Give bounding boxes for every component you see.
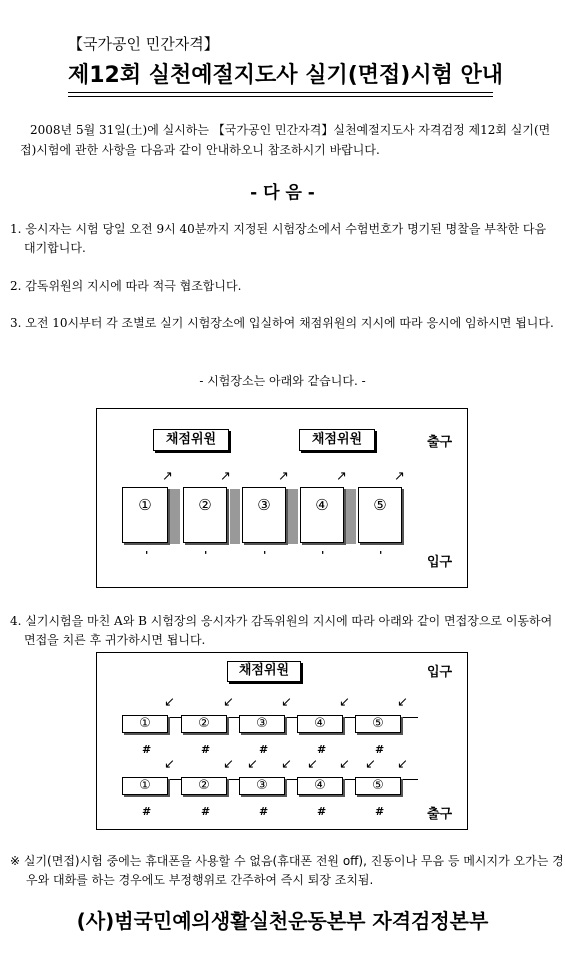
notice-text: ※ 실기(면접)시험 중에는 휴대폰을 사용할 수 없음(휴대폰 전원 off), 진동이나 무음 등 메시지가 오가는 경우와 대화를 하는 경우에도 부정행위로 간주하여 즉시 퇴장 조치됨. <box>10 854 564 887</box>
tick-mark: ' <box>204 549 208 562</box>
seat-5: ⑤ <box>358 487 402 543</box>
page-title: 제12회 실천예절지도사 실기(면접)시험 안내 <box>68 63 503 88</box>
seat-divider <box>170 489 180 544</box>
seat-3: ③ <box>239 715 285 733</box>
seat-divider <box>230 489 240 544</box>
seat-divider <box>288 489 298 544</box>
section-heading: - 다 음 - <box>250 183 315 203</box>
seat-2: ② <box>181 777 227 795</box>
judge-label-1: 채점위원 <box>153 429 229 451</box>
seat-2: ② <box>183 487 227 543</box>
location-subheading: - 시험장소는 아래와 같습니다. - <box>199 374 366 388</box>
judge-label: 채점위원 <box>227 661 301 682</box>
title-double-rule <box>68 92 493 97</box>
arrow-sw-icon: ↙ <box>281 695 292 710</box>
seat-4: ④ <box>300 487 344 543</box>
seat-5: ⑤ <box>355 777 401 795</box>
arrow-ne-icon: ↗ <box>278 469 289 484</box>
seat-3: ③ <box>242 487 286 543</box>
hash-mark: # <box>317 805 327 818</box>
arrow-sw-icon: ↙ <box>307 757 318 772</box>
list-item-4: 4. 실기시험을 마친 A와 B 시험장의 응시자가 감독위원의 지시에 따라 아래와 같이 면접장으로 이동하여 면접을 치른 후 귀가하시면 됩니다. <box>10 614 553 647</box>
arrow-sw-icon: ↙ <box>164 695 175 710</box>
seat-divider <box>346 489 356 544</box>
hash-mark: # <box>317 743 327 756</box>
header-category: 【국가공인 민간자격】 <box>68 35 219 53</box>
arrow-sw-icon: ↙ <box>339 695 350 710</box>
tick-mark: ' <box>145 549 149 562</box>
arrow-sw-icon: ↙ <box>281 757 292 772</box>
arrow-sw-icon: ↙ <box>223 757 234 772</box>
arrow-sw-icon: ↙ <box>223 695 234 710</box>
arrow-sw-icon: ↙ <box>339 757 350 772</box>
hash-mark: # <box>375 743 385 756</box>
interview-room-diagram <box>96 652 468 830</box>
seat-4: ④ <box>297 715 343 733</box>
seat-1: ① <box>122 487 168 543</box>
seat-1: ① <box>122 777 168 795</box>
arrow-ne-icon: ↗ <box>162 469 173 484</box>
list-item-3: 3. 오전 10시부터 각 조별로 실기 시험장소에 입실하여 채점위원의 지시에 따라 응시에 임하시면 됩니다. <box>10 316 554 330</box>
hash-mark: # <box>259 743 269 756</box>
arrow-ne-icon: ↗ <box>336 469 347 484</box>
arrow-sw-icon: ↙ <box>164 757 175 772</box>
exit-label: 출구 <box>427 807 453 822</box>
hash-mark: # <box>201 743 211 756</box>
arrow-sw-icon: ↙ <box>397 695 408 710</box>
seat-5: ⑤ <box>355 715 401 733</box>
seat-4: ④ <box>297 777 343 795</box>
entrance-label: 입구 <box>427 555 453 570</box>
intro-paragraph: 2008년 5월 31일(土)에 실시하는 【국가공인 민간자격】실천예절지도사 자격검정 제12회 실기(면접)시험에 관한 사항을 다음과 같이 안내하오니 참조하시기 바랍니다. <box>20 123 551 157</box>
hash-mark: # <box>142 805 152 818</box>
list-item-2: 2. 감독위원의 지시에 따라 적극 협조합니다. <box>10 279 242 293</box>
arrow-ne-icon: ↗ <box>394 469 405 484</box>
arrow-sw-icon: ↙ <box>397 757 408 772</box>
arrow-ne-icon: ↗ <box>220 469 231 484</box>
tick-mark: ' <box>321 549 325 562</box>
seat-2: ② <box>181 715 227 733</box>
hash-mark: # <box>259 805 269 818</box>
seat-1: ① <box>122 715 168 733</box>
exit-label: 출구 <box>427 435 453 450</box>
exam-room-diagram <box>96 408 468 588</box>
list-item-1: 1. 응시자는 시험 당일 오전 9시 40분까지 지정된 시험장소에서 수험번호가 명기된 명찰을 부착한 다음 대기합니다. <box>10 222 547 255</box>
judge-label-2: 채점위원 <box>299 429 375 451</box>
hash-mark: # <box>201 805 211 818</box>
arrow-sw-icon: ↙ <box>247 757 258 772</box>
tick-mark: ' <box>263 549 267 562</box>
tick-mark: ' <box>379 549 383 562</box>
hash-mark: # <box>142 743 152 756</box>
arrow-sw-icon: ↙ <box>365 757 376 772</box>
organization-footer: (사)범국민예의생활실천운동본부 자격검정본부 <box>76 909 489 933</box>
hash-mark: # <box>375 805 385 818</box>
entrance-label: 입구 <box>427 665 453 680</box>
seat-3: ③ <box>239 777 285 795</box>
